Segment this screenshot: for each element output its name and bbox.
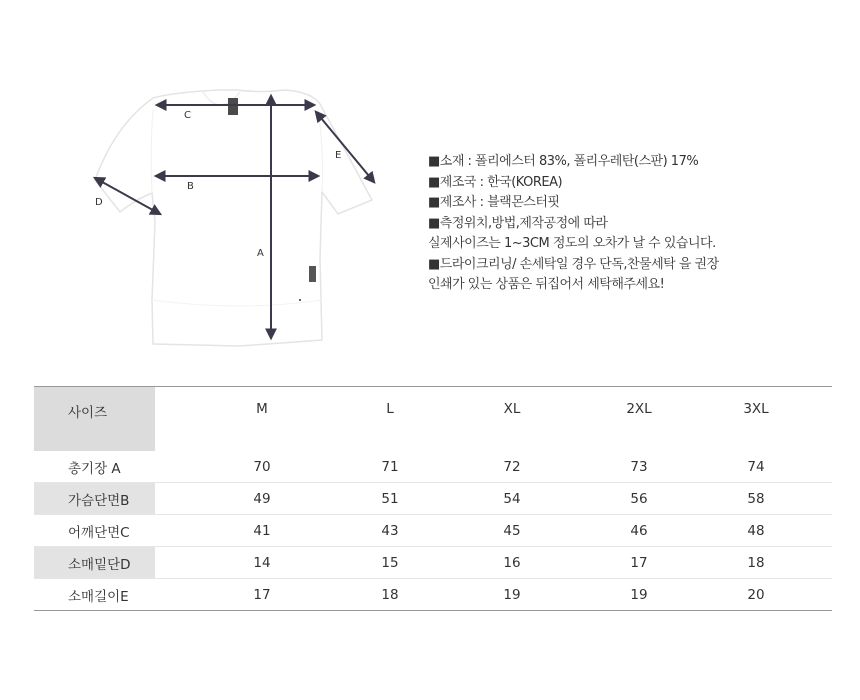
table-cell: 56 bbox=[630, 490, 648, 507]
label-e: E bbox=[335, 150, 342, 161]
row-label-chest: 가슴단면B bbox=[34, 483, 155, 514]
table-cell: 18 bbox=[381, 586, 399, 603]
size-header-3xl: 3XL bbox=[743, 401, 769, 417]
size-header-m: M bbox=[256, 401, 268, 417]
info-country: ■제조국 : 한국(KOREA) bbox=[428, 174, 563, 190]
row-label-sleeve-hem: 소매밑단D bbox=[34, 547, 155, 578]
neck-tag bbox=[228, 98, 238, 115]
table-row bbox=[34, 546, 832, 578]
table-cell: 51 bbox=[381, 490, 399, 507]
table-row bbox=[34, 482, 832, 514]
table-cell: 19 bbox=[503, 586, 521, 603]
table-cell: 58 bbox=[747, 490, 765, 507]
info-measure-note: ■측정위치,방법,제작공정에 따라 bbox=[428, 215, 608, 231]
table-cell: 17 bbox=[253, 586, 271, 603]
product-info bbox=[428, 152, 719, 296]
table-cell: 18 bbox=[747, 554, 765, 571]
size-table bbox=[34, 386, 832, 611]
table-cell: 20 bbox=[747, 586, 765, 603]
table-cell: 46 bbox=[630, 522, 648, 539]
size-header-label: 사이즈 bbox=[34, 387, 155, 451]
label-b: B bbox=[187, 181, 194, 192]
info-wash-note-2: 인쇄가 있는 상품은 뒤집어서 세탁해주세요! bbox=[428, 277, 665, 292]
row-label-sleeve-length: 소매길이E bbox=[68, 588, 129, 605]
info-measure-note-2: 실제사이즈는 1~3CM 정도의 오차가 날 수 있습니다. bbox=[428, 236, 716, 251]
size-header-xl: XL bbox=[503, 401, 521, 417]
table-cell: 19 bbox=[630, 586, 648, 603]
label-d: D bbox=[95, 197, 103, 208]
table-cell: 71 bbox=[381, 458, 399, 475]
table-cell: 72 bbox=[503, 458, 521, 475]
table-row bbox=[34, 514, 832, 546]
table-cell: 14 bbox=[253, 554, 271, 571]
table-cell: 54 bbox=[503, 490, 521, 507]
row-label-shoulder: 어깨단면C bbox=[68, 524, 130, 541]
size-table-header bbox=[34, 387, 832, 451]
table-cell: 15 bbox=[381, 554, 399, 571]
side-tag bbox=[309, 266, 316, 282]
size-header-2xl: 2XL bbox=[626, 401, 652, 417]
table-cell: 73 bbox=[630, 458, 648, 475]
table-cell: 41 bbox=[253, 522, 271, 539]
size-header-l: L bbox=[386, 401, 394, 417]
table-cell: 45 bbox=[503, 522, 521, 539]
row-label-total-length: 총기장 A bbox=[68, 460, 121, 477]
table-cell: 17 bbox=[630, 554, 648, 571]
table-cell: 43 bbox=[381, 522, 399, 539]
label-a: A bbox=[257, 248, 264, 259]
info-wash-note: ■드라이크리닝/ 손세탁일 경우 단독,찬물세탁 을 권장 bbox=[428, 256, 719, 272]
info-material: ■소재 : 폴리에스터 83%, 폴리우레탄(스판) 17% bbox=[428, 154, 699, 169]
table-row bbox=[34, 578, 832, 610]
info-maker: ■제조사 : 블랙몬스터핏 bbox=[428, 195, 560, 210]
table-cell: 74 bbox=[747, 458, 765, 475]
table-row bbox=[34, 451, 832, 482]
tshirt-measurement-diagram bbox=[0, 0, 420, 360]
table-cell: 49 bbox=[253, 490, 271, 507]
label-c: C bbox=[184, 110, 191, 121]
table-cell: 16 bbox=[503, 554, 521, 571]
table-cell: 48 bbox=[747, 522, 765, 539]
table-cell: 70 bbox=[253, 458, 271, 475]
